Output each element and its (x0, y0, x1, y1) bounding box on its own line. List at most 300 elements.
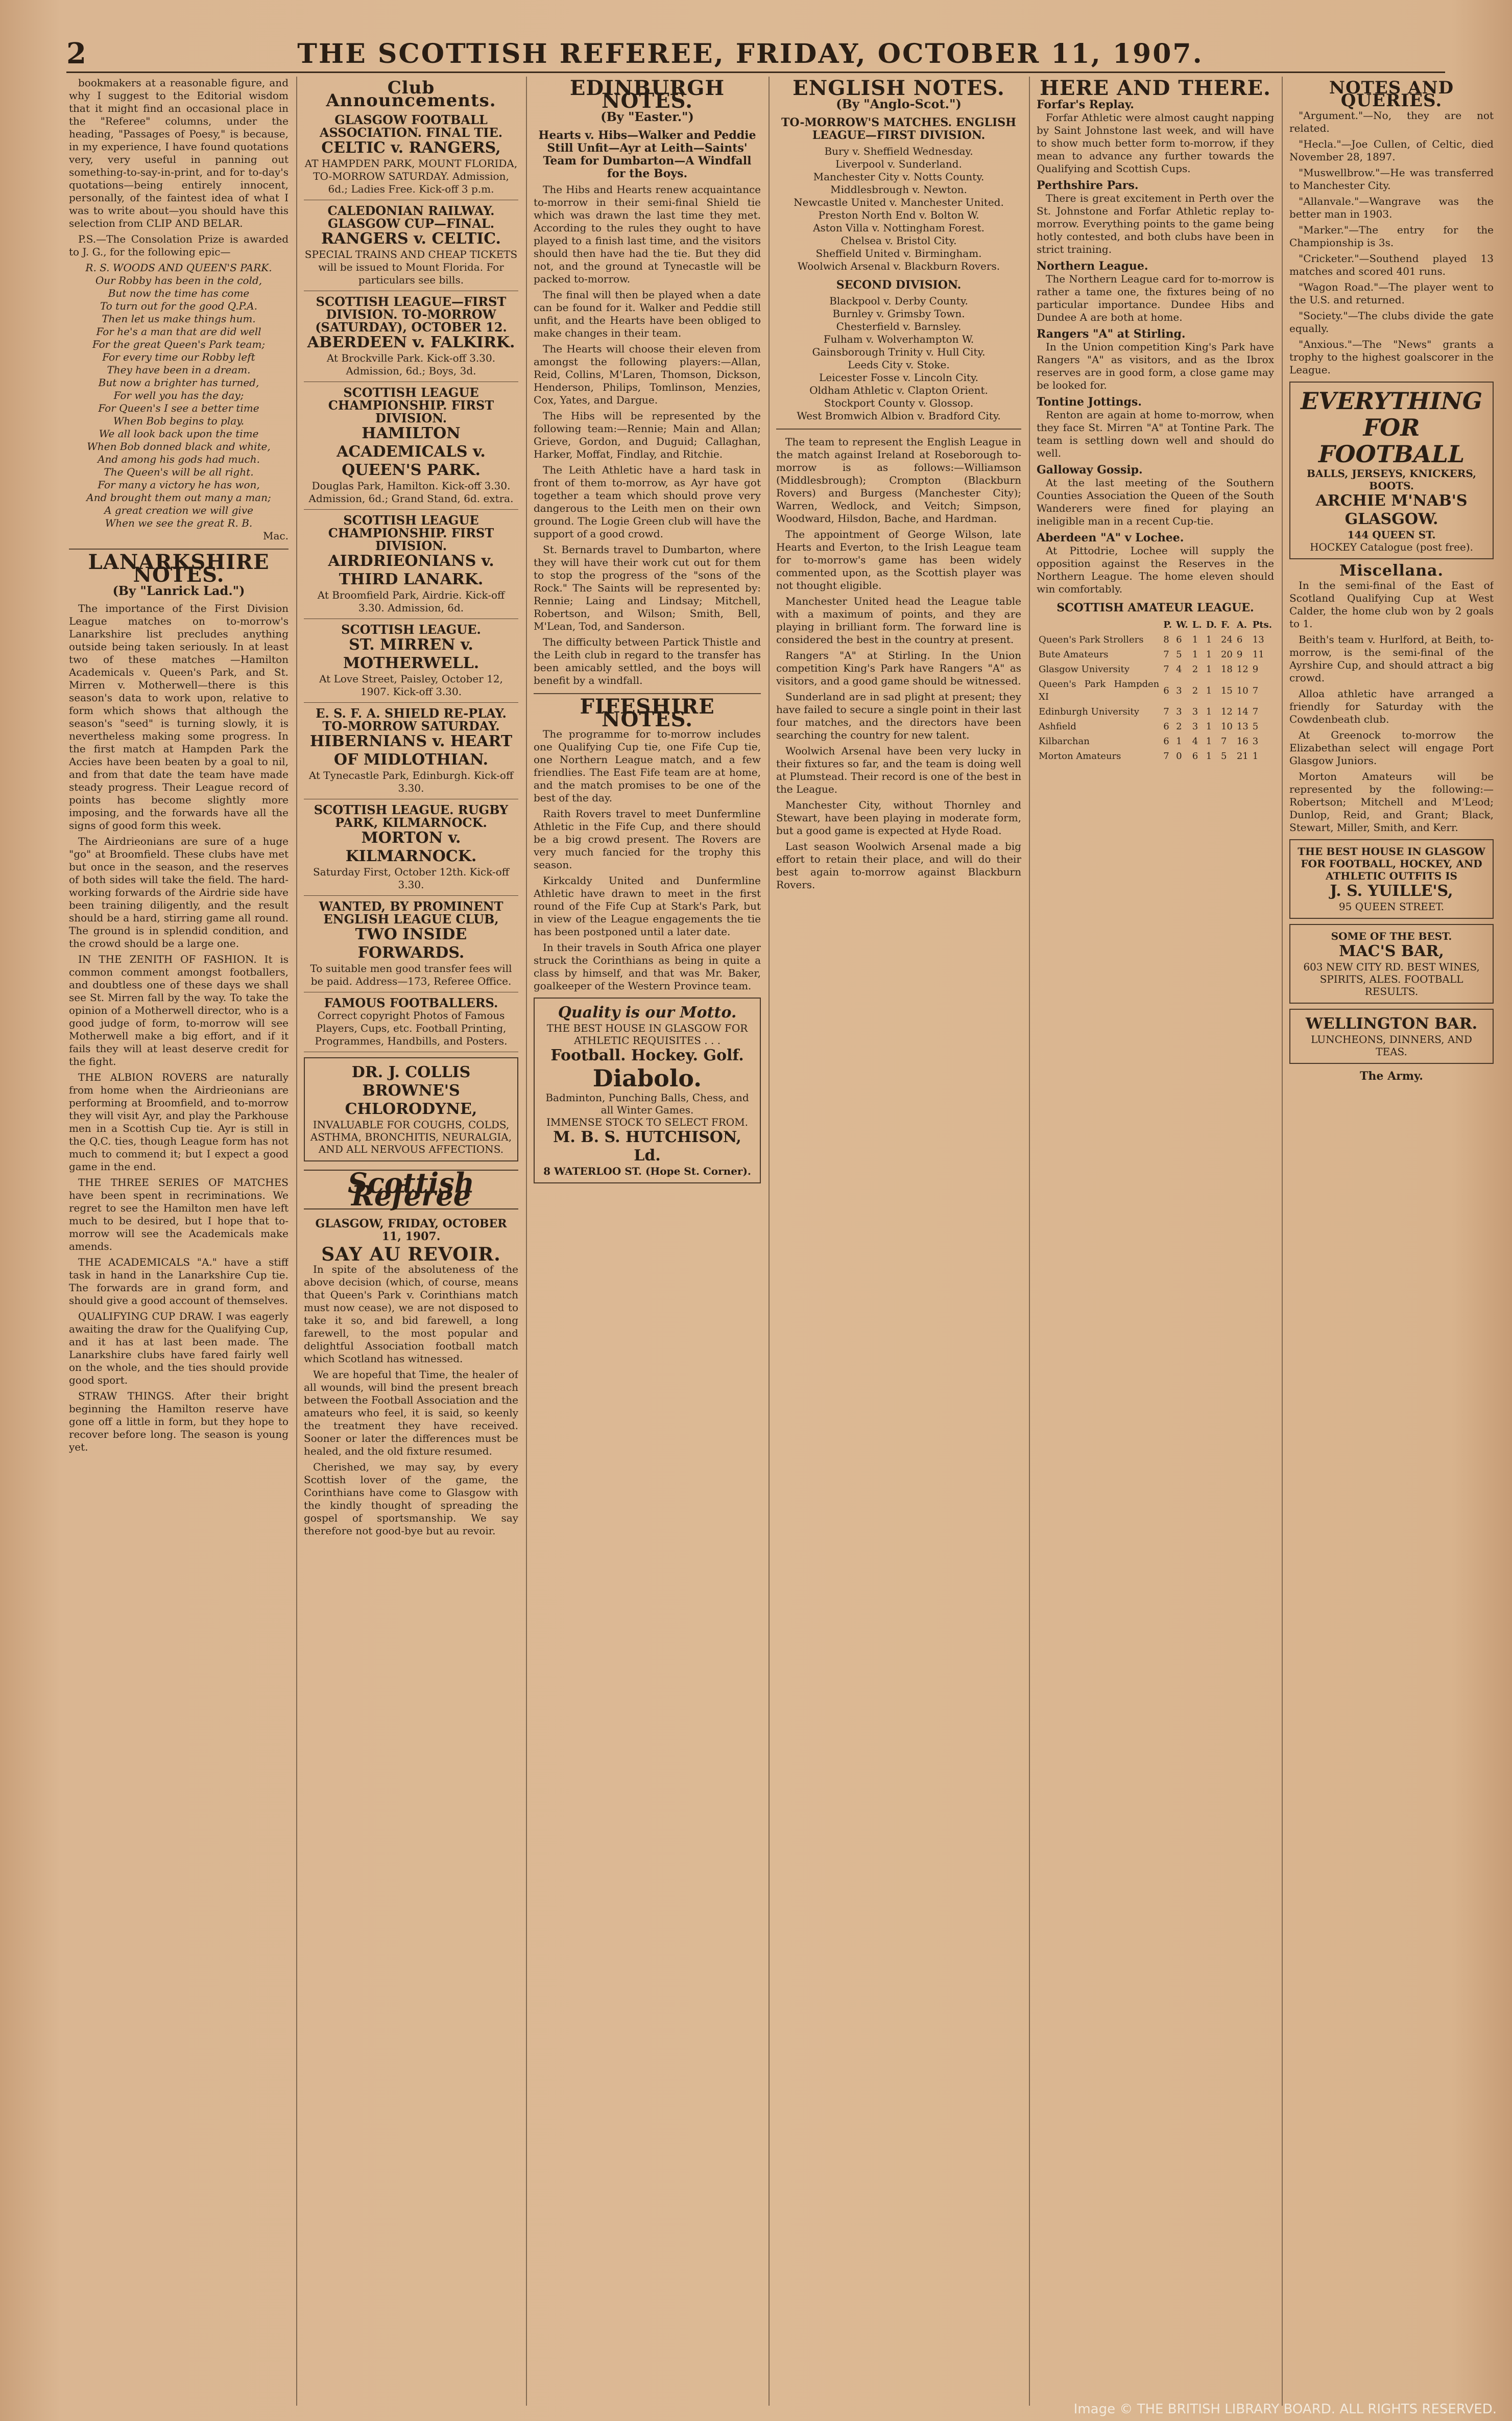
ad-line: BALLS, JERSEYS, KNICKERS, BOOTS. (1306, 467, 1477, 492)
table-cell: 16 (1236, 736, 1249, 747)
table-cell: Queen's Park Hampden XI (1039, 679, 1160, 702)
column-5 (1037, 77, 1274, 2406)
paragraph: Forfar Athletic were almost caught napping by Saint Johnstone last week, and will have to show much better form to-morrow, if they mean to advance any further towards the Qualifying and Scottish Cups. (1037, 111, 1274, 175)
announcement-top: CALEDONIAN RAILWAY. GLASGOW CUP—FINAL. (327, 203, 495, 231)
table-cell: 1 (1192, 649, 1198, 660)
fixture-line: Aston Villa v. Nottingham Forest. (813, 222, 985, 234)
announcement (304, 382, 518, 510)
section-title-english: ENGLISH NOTES. (793, 77, 1005, 100)
announcement-main: MORTON v. KILMARNOCK. (345, 829, 477, 865)
query-list (1289, 109, 1494, 376)
table-cell: 20 (1220, 649, 1233, 660)
paragraph: There is great excitement in Perth over the St. Johnstone and Forfar Athletic replay to-morrow. Everything points to the game being hotly contested, and both clubs have been in strict training. (1037, 192, 1274, 255)
fixture-line: Manchester City v. Notts County. (813, 171, 985, 183)
fixture-line: Sheffield United v. Birmingham. (815, 247, 982, 259)
query-item: "Society."—The clubs divide the gate equally. (1289, 310, 1494, 335)
verse-line: For well you has the day; (113, 389, 244, 401)
table-cell: 11 (1252, 649, 1264, 660)
paragraph: The Northern League card for to-morrow is rather a tame one, the fixtures being of no particular importance. Dundee Hibs and Dundee A are both at home. (1037, 273, 1274, 323)
paragraph: THE ALBION ROVERS are naturally from home when the Airdrieonians are performing at Broomfield, and to-morrow they will visit Ayr, and play the Parkhouse men in a Scottish Cup tie. Ayr is still in the Q.C. ties, though League form has not much to commend it; but I expect a good game in the end. (69, 1071, 289, 1173)
section-title-notes-queries: NOTES AND QUERIES. (1329, 78, 1454, 111)
table-cell: Glasgow University (1039, 664, 1130, 675)
table-cell: 6 (1163, 736, 1169, 747)
column-rule (526, 77, 527, 2406)
league-table-title: SCOTTISH AMATEUR LEAGUE. (1057, 601, 1254, 614)
paragraph: The Airdrieonians are sure of a huge "go" at Broomfield. These clubs have met but once in the season, and the reserves of both sides will take the field. The hard-working forwards of the Airdrie side have been training diligently, and the result should be a hard, stirring game all round. The ground is in splendid condition, and the crowd should be a large one. (69, 835, 289, 950)
table-cell: 1 (1206, 634, 1212, 645)
fixture-line: Gainsborough Trinity v. Hull City. (812, 346, 986, 358)
paragraph: Kirkcaldy United and Dunfermline Athletic have drawn to meet in the first round of the Fife Cup at Stark's Park, but in view of the League engagements the tie has been postponed until a later date. (534, 874, 761, 938)
paragraph: Rangers "A" at Stirling. In the Union competition King's Park have Rangers "A" as visitors, and a good game should be witnessed. (776, 649, 1021, 687)
table-row (1037, 719, 1274, 734)
section-title-army: The Army. (1360, 1070, 1423, 1083)
article-body (534, 728, 761, 992)
table-cell: 6 (1163, 685, 1169, 696)
table-cell: 10 (1236, 685, 1249, 696)
table-row (1037, 734, 1274, 749)
paragraph: Morton Amateurs will be represented by the following:—Robertson; Mitchell and M'Leod; Dunlop, Reid, and Grant; Black, Stewart, Miller, Smith, and Kerr. (1289, 770, 1494, 834)
item-heading: Tontine Jottings. (1037, 395, 1142, 409)
section-title-edinburgh: EDINBURGH NOTES. (569, 77, 725, 113)
announcement-top: GLASGOW FOOTBALL ASSOCIATION. FINAL TIE. (319, 112, 503, 140)
section-title-announcements: Club Announcements. (326, 78, 496, 111)
table-cell: Kilbarchan (1039, 736, 1090, 747)
paragraph: THE THREE SERIES OF MATCHES have been spent in recriminations. We regret to see the Hamilton men have left much to be desired, but I hope that to-morrow will see the Academicals make amends. (69, 1176, 289, 1252)
table-header-cell: A. (1236, 620, 1247, 630)
article-body (776, 436, 1021, 891)
table-cell: Queen's Park Strollers (1039, 634, 1144, 645)
verse-line: We all look back upon the time (99, 428, 259, 440)
item-list (1037, 99, 1274, 596)
fixture-line: Stockport County v. Glossop. (824, 397, 974, 409)
paragraph: At the last meeting of the Southern Counties Association the Queen of the South Wanderers were fined for playing an ineligible man in a recent Cup-tie. (1037, 477, 1274, 527)
table-cell: 1 (1192, 634, 1198, 645)
byline: (By "Easter.") (601, 109, 694, 124)
table-cell: 5 (1252, 721, 1259, 732)
ps-note: P.S.—The Consolation Prize is awarded to J. G., for the following epic— (69, 233, 289, 258)
table-header-cell (1037, 618, 1161, 632)
table-row (1037, 647, 1274, 662)
paragraph: Beith's team v. Hurlford, at Beith, to-morrow, is the semi-final of the Ayrshire Cup, and should attract a big crowd. (1289, 633, 1494, 684)
announcement (304, 291, 518, 382)
table-cell: 1 (1206, 706, 1212, 717)
verse-signature: Mac. (263, 530, 289, 542)
fixture-line: Chesterfield v. Barnsley. (836, 320, 962, 333)
column-2 (304, 77, 518, 2406)
table-cell: 1 (1176, 736, 1182, 747)
ad-body: LUNCHEONS, DINNERS, AND TEAS. (1311, 1033, 1472, 1058)
table-cell: 6 (1192, 751, 1198, 762)
league-table (1037, 618, 1274, 764)
table-cell: 3 (1252, 736, 1259, 747)
query-item: "Hecla."—Joe Cullen, of Celtic, died November 28, 1897. (1289, 138, 1494, 163)
wellington-bar-ad (1289, 1009, 1494, 1064)
item-heading: Perthshire Pars. (1037, 179, 1139, 192)
announcement-main: RANGERS v. CELTIC. (321, 230, 501, 248)
ad-headline: EVERYTHING FOR FOOTBALL (1300, 387, 1482, 468)
announcement-main: AIRDRIEONIANS v. THIRD LANARK. (328, 552, 494, 588)
mnab-ad (1289, 382, 1494, 559)
ad-line: IMMENSE STOCK TO SELECT FROM. (546, 1116, 749, 1128)
table-cell: 2 (1192, 685, 1198, 696)
ad-firm: MAC'S BAR, (1339, 942, 1444, 960)
ad-line: Diabolo. (592, 1064, 702, 1092)
paragraph: Alloa athletic have arranged a friendly for Saturday with the Cowdenbeath club. (1289, 687, 1494, 725)
paragraph: Cherished, we may say, by every Scottish lover of the game, the Corinthians have come to Glasgow with the kindly thought of spreading the gospel of sportsmanship. We say therefore not good-bye but au revoir. (304, 1461, 518, 1537)
fixture-line: Leicester Fosse v. Lincoln City. (819, 371, 978, 384)
paragraph: The Hibs will be represented by the following team:—Rennie; Main and Allan; Grieve, Gordon, and Duguid; Callaghan, Harker, Moffat, Findlay, and Ritchie. (534, 410, 761, 460)
fixture-line: Liverpool v. Sunderland. (835, 158, 962, 170)
table-cell: 1 (1252, 751, 1259, 762)
table-cell: 1 (1206, 685, 1212, 696)
paragraph: Last season Woolwich Arsenal made a big effort to retain their place, and will do their best again to-morrow against Blackburn Rovers. (776, 840, 1021, 891)
table-cell: 14 (1236, 706, 1249, 717)
table-row (1037, 749, 1274, 764)
table-cell: 12 (1236, 664, 1249, 675)
table-cell: 1 (1206, 664, 1212, 675)
paragraph: The team to represent the English League in the match against Ireland at Roseborough to-morrow is as follows:—Williamson (Middlesbrough); Crompton (Blackburn Rovers) and Burgess (Manchester City); Warren, Wedlock, and Veitch; Simpson, Woodward, Hilsdon, Bache, and Hardman. (776, 436, 1021, 525)
article-deck: Hearts v. Hibs—Walker and Peddie Still Unfit—Ayr at Leith—Saints' Team for Dumbarton—A Windfall for the Boys. (538, 129, 756, 180)
paragraph: Renton are again at home to-morrow, when they face St. Mirren "A" at Tontine Park. The team is settling down well and should do well. (1037, 409, 1274, 459)
hutchison-ad (534, 998, 761, 1183)
announcement (304, 703, 518, 799)
table-cell: 21 (1236, 751, 1249, 762)
byline: (By "Anglo-Scot.") (836, 97, 962, 111)
query-item: "Wagon Road."—The player went to the U.S. and returned. (1289, 281, 1494, 306)
paragraph: The difficulty between Partick Thistle and the Leith club in regard to the transfer has been amicably settled, and the boys will benefit by a windfall. (534, 636, 761, 686)
verse-line: R. S. WOODS AND QUEEN'S PARK. (85, 262, 272, 274)
table-cell: 7 (1252, 706, 1259, 717)
ad-line: HOCKEY Catalogue (post free). (1310, 541, 1473, 553)
query-item: "Argument."—No, they are not related. (1289, 109, 1494, 134)
verse-line: When we see the great R. B. (105, 517, 253, 529)
ad-line: Badminton, Punching Balls, Chess, and all Winter Games. (545, 1091, 749, 1116)
fixture-line: Chelsea v. Bristol City. (841, 234, 957, 247)
announcement-list (304, 109, 518, 1052)
table-cell: 1 (1206, 751, 1212, 762)
misc-list (1289, 579, 1494, 834)
ad-firm: M. B. S. HUTCHISON, Ld. (553, 1128, 741, 1165)
announcement (304, 109, 518, 200)
announcement-main: ST. MIRREN v. MOTHERWELL. (343, 636, 479, 672)
fixture-list (776, 295, 1021, 422)
table-cell: 3 (1176, 685, 1182, 696)
newspaper-title: THE SCOTTISH REFEREE, FRIDAY, OCTOBER 11, 1907. (297, 38, 1204, 69)
table-cell: 7 (1163, 664, 1169, 675)
section-title-miscellana: Miscellana. (1339, 562, 1444, 580)
verse-intro: bookmakers at a reasonable figure, and why I suggest to the Editorial wisdom that it might find an occasional place in the "Referee" columns, under the heading, "Passages of Poesy," is because, in my experience, I have found quotations very, very useful in panning out something-to-say-in-print, and for to-day's quotations—being entirely innocent, personally, of the faintest idea of what I was to write about—you should have this selection from CLIP AND BELAR. (69, 77, 289, 229)
fixture-line: Blackpool v. Derby County. (829, 295, 968, 307)
fixture-line: Newcastle United v. Manchester United. (794, 196, 1004, 208)
table-cell: 7 (1163, 706, 1169, 717)
announcement-top: E. S. F. A. SHIELD RE-PLAY. TO-MORROW SATURDAY. (316, 706, 507, 733)
macs-bar-ad (1289, 924, 1494, 1004)
ad-body: INVALUABLE FOR COUGHS, COLDS, ASTHMA, BRONCHITIS, NEURALGIA, AND ALL NERVOUS AFFECTIONS. (310, 1119, 512, 1155)
table-cell: 9 (1252, 664, 1259, 675)
table-cell: 1 (1206, 721, 1212, 732)
table-cell: 1 (1206, 736, 1212, 747)
fixture-list (776, 145, 1021, 273)
verse-line: For every time our Robby left (102, 351, 255, 363)
table-cell: 7 (1252, 685, 1259, 696)
table-header-cell: Pts. (1252, 620, 1272, 630)
announcement-top: SCOTTISH LEAGUE. RUGBY PARK, KILMARNOCK. (314, 802, 509, 830)
verse-line: To turn out for the good Q.P.A. (100, 300, 258, 312)
table-row (1037, 677, 1274, 704)
verse-line: When Bob begins to play. (113, 415, 245, 427)
fixtures-heading: SECOND DIVISION. (836, 278, 962, 292)
table-cell: Morton Amateurs (1039, 751, 1121, 762)
editorial-title: SAY AU REVOIR. (321, 1244, 501, 1265)
ad-motto: Quality is our Motto. (558, 1004, 737, 1022)
table-cell: 8 (1163, 634, 1169, 645)
verse-line: A great creation we will give (104, 504, 253, 516)
verse-line: Then let us make things hum. (102, 313, 256, 325)
ad-title: DR. J. COLLIS BROWNE'S CHLORODYNE, (345, 1063, 477, 1118)
table-cell: 4 (1192, 736, 1198, 747)
table-header-cell: F. (1220, 620, 1230, 630)
fixture-line: Woolwich Arsenal v. Blackburn Rovers. (797, 260, 1000, 272)
article-body (534, 183, 761, 687)
verse-line: The Queen's will be all right. (104, 466, 254, 478)
ad-firm: WELLINGTON BAR. (1305, 1015, 1478, 1033)
column-4 (776, 77, 1021, 2406)
announcement-main: ABERDEEN v. FALKIRK. (307, 334, 515, 351)
table-cell: 7 (1163, 751, 1169, 762)
section-title-lanarkshire: LANARKSHIRE NOTES. (88, 550, 270, 587)
announcement-main: TWO INSIDE FORWARDS. (355, 925, 467, 962)
announcement-body: At Brockville Park. Kick-off 3.30. Admission, 6d.; Boys, 3d. (326, 352, 496, 377)
announcement (304, 200, 518, 291)
table-cell: 12 (1220, 706, 1233, 717)
item-heading: Galloway Gossip. (1037, 463, 1143, 477)
ad-body: 603 NEW CITY RD. BEST WINES, SPIRITS, ALES. FOOTBALL RESULTS. (1303, 961, 1480, 998)
table-cell: 6 (1163, 721, 1169, 732)
paragraph: The programme for to-morrow includes one Qualifying Cup tie, one Fife Cup tie, one Northern League match, and a few friendlies. The East Fife team are at home, and the match promises to be one of the best of the day. (534, 728, 761, 804)
announcement-main: HIBERNIANS v. HEART OF MIDLOTHIAN. (309, 732, 513, 769)
paragraph: Manchester United head the League table with a maximum of points, and they are playing in brilliant form. The forward line is considered the best in the country at present. (776, 595, 1021, 646)
column-6 (1289, 77, 1494, 2406)
column-rule (769, 77, 770, 2406)
fixture-line: West Bromwich Albion v. Bradford City. (797, 410, 1001, 422)
verse-line: For Queen's I see a better time (98, 402, 259, 414)
table-header-cell: L. (1192, 620, 1202, 630)
paragraph: THE ACADEMICALS "A." have a stiff task in hand in the Lanarkshire Cup tie. The forwards are in grand form, and should give a good account of themselves. (69, 1256, 289, 1307)
table-header-cell: W. (1176, 620, 1188, 630)
verse-line: But now a brighter has turned, (98, 376, 259, 389)
ad-address: 95 QUEEN STREET. (1338, 900, 1445, 913)
paragraph: Woolwich Arsenal have been very lucky in their fixtures so far, and the team is doing well at Plumstead. Their record is one of the best in the League. (776, 745, 1021, 795)
column-rule (1282, 77, 1283, 2406)
paragraph: QUALIFYING CUP DRAW. I was eagerly awaiting the draw for the Qualifying Cup, and it has at last been made. The Lanarkshire clubs have fared fairly well on the whole, and the ties should provide good sport. (69, 1310, 289, 1386)
fixture-line: Fulham v. Wolverhampton W. (823, 333, 974, 345)
column-rule (1029, 77, 1030, 2406)
announcement-body: Douglas Park, Hamilton. Kick-off 3.30. Admission, 6d.; Grand Stand, 6d. extra. (308, 480, 514, 505)
paragraph: In the Union competition King's Park have Rangers "A" as visitors, and as the Ibrox reserves are in good form, a close game may be looked for. (1037, 341, 1274, 391)
paragraph: We are hopeful that Time, the healer of all wounds, will bind the present breach between the Football Association and the amateurs who feel, it is said, so keenly the treatment they have received. Sooner or later the differences must be healed, and the old fixture resumed. (304, 1368, 518, 1457)
query-item: "Anxious."—The "News" grants a trophy to the highest goalscorer in the League. (1289, 338, 1494, 376)
table-cell: 10 (1220, 721, 1233, 732)
verse-line: And brought them out many a man; (86, 491, 271, 504)
query-item: "Allanvale."—Wangrave was the better man in 1903. (1289, 195, 1494, 220)
table-cell: 1 (1206, 649, 1212, 660)
table-cell: 6 (1236, 634, 1243, 645)
table-cell: 3 (1192, 721, 1198, 732)
paragraph: Raith Rovers travel to meet Dunfermline Athletic in the Fife Cup, and there should be a big crowd present. The Rovers are very much fancied for the trophy this season. (534, 808, 761, 871)
paragraph: The final will then be played when a date can be found for it. Walker and Peddie still unfit, and the Hearts have been obliged to make changes in their team. (534, 289, 761, 339)
table-cell: 13 (1236, 721, 1249, 732)
table-cell: 2 (1176, 721, 1182, 732)
announcement-main: HAMILTON ACADEMICALS v. QUEEN'S PARK. (337, 424, 486, 479)
table-cell: 13 (1252, 634, 1264, 645)
announcement-body: SPECIAL TRAINS AND CHEAP TICKETS will be issued to Mount Florida. For particulars see bills. (304, 248, 518, 286)
table-cell: 7 (1163, 649, 1169, 660)
table-cell: Edinburgh University (1039, 706, 1139, 717)
paragraph: The importance of the First Division League matches on to-morrow's Lanarkshire list precludes anything outside being taken seriously. In at least two of these matches —Hamilton Academicals v. Queen's Park, and St. Mirren v. Motherwell—there is this season's data to work upon, relative to form which shows that although the season's "seed" is turning slowly, it is nevertheless making some progress. In the first match at Hampden Park the Accies have been beaten by a goal to nil, and from that date the team have made steady progress. Their League record of points has become slightly more imposing, and the forwards have all the signs of good form this week. (69, 602, 289, 832)
table-cell: 18 (1220, 664, 1233, 675)
table-cell: 9 (1236, 649, 1243, 660)
table-header-cell: D. (1206, 620, 1217, 630)
announcement-body: At Tynecastle Park, Edinburgh. Kick-off 3.30. (308, 769, 514, 794)
paragraph: The Hearts will choose their eleven from amongst the following players:—Allan, Reid, Collins, M'Laren, Thomson, Dickson, Henderson, Philips, Tomlinson, Menzies, Cox, Yates, and Dargue. (534, 343, 761, 406)
nameplate: Scottish Referee (304, 1170, 518, 1209)
paragraph: In their travels in South Africa one player struck the Corinthians as being in quite a class by himself, and that was Mr. Baker, goalkeeper of the Western Province team. (534, 941, 761, 992)
ad-line: Football. Hockey. Golf. (550, 1047, 744, 1064)
masthead (66, 36, 1445, 73)
query-item: "Cricketer."—Southend played 13 matches and scored 401 runs. (1289, 252, 1494, 277)
paragraph: At Pittodrie, Lochee will supply the opposition against the Reserves in the Northern League. The home eleven should win comfortably. (1037, 544, 1274, 595)
editorial-body (304, 1263, 518, 1537)
announcement-top: WANTED, BY PROMINENT ENGLISH LEAGUE CLUB, (319, 899, 503, 927)
announcement (304, 619, 518, 703)
announcement (304, 896, 518, 992)
article-body (69, 602, 289, 1454)
ad-line: THE BEST HOUSE IN GLASGOW FOR ATHLETIC REQUISITES . . . (546, 1022, 748, 1047)
table-cell: Bute Amateurs (1039, 649, 1109, 660)
verse-line: When Bob donned black and white, (87, 440, 271, 453)
table-row (1037, 704, 1274, 719)
paragraph: The appointment of George Wilson, late Hearts and Everton, to the Irish League team for to-morrow's game has been widely commented upon, as the Scottish player was not thought eligible. (776, 528, 1021, 591)
ad-firm: J. S. YUILLE'S, (1330, 882, 1453, 900)
table-body (1037, 632, 1274, 764)
announcement-body: At Love Street, Paisley, October 12, 1907. Kick-off 3.30. (319, 673, 503, 698)
announcement-body: Correct copyright Photos of Famous Players, Cups, etc. Football Printing, Programmes, Handbills, and Posters. (315, 1009, 508, 1047)
table-cell: 5 (1220, 751, 1227, 762)
section-title-fifeshire: FIFESHIRE NOTES. (580, 695, 715, 731)
announcement-body: To suitable men good transfer fees will be paid. Address—173, Referee Office. (310, 962, 512, 987)
table-header-row (1037, 618, 1274, 632)
column-rule (296, 77, 297, 2406)
fixture-line: Preston North End v. Bolton W. (818, 209, 979, 221)
ad-line: THE BEST HOUSE IN GLASGOW FOR FOOTBALL, HOCKEY, AND ATHLETIC OUTFITS IS (1298, 845, 1485, 882)
verse-block (69, 262, 289, 530)
byline: (By "Lanrick Lad.") (112, 583, 245, 598)
verse-line: They have been in a dream. (107, 364, 251, 376)
announcement-top: SCOTTISH LEAGUE CHAMPIONSHIP. FIRST DIVISION. (328, 385, 494, 425)
fixture-line: Oldham Athletic v. Clapton Orient. (809, 384, 988, 396)
table-cell: 2 (1192, 664, 1198, 675)
fixture-line: Middlesbrough v. Newton. (830, 183, 967, 196)
fixture-line: Burnley v. Grimsby Town. (832, 307, 965, 320)
paragraph: The Hibs and Hearts renew acquaintance to-morrow in their semi-final Shield tie which was drawn the last time they met. According to the rules they ought to have played to a finish last time, and the visitors should then have had the tie. But they did not, and the ground at Tynecastle will be packed to-morrow. (534, 183, 761, 285)
yuille-ad (1289, 839, 1494, 919)
verse-line: For he's a man that are did well (96, 325, 261, 338)
paragraph: In spite of the absoluteness of the above decision (which, of course, means that Queen's Park v. Corinthians match must now cease), we are not disposed to take it so, and bid farewell, a long farewell, to the most popular and delightful Association football match which Scotland has witnessed. (304, 1263, 518, 1365)
announcement-top: SCOTTISH LEAGUE—FIRST DIVISION. TO-MORROW (SATURDAY), OCTOBER 12. (315, 294, 507, 335)
announcement-top: SCOTTISH LEAGUE CHAMPIONSHIP. FIRST DIVISION. (328, 513, 494, 553)
ad-line: SOME OF THE BEST. (1331, 930, 1452, 942)
verse-line: Our Robby has been in the cold, (95, 274, 262, 287)
image-credit: Image © THE BRITISH LIBRARY BOARD. ALL RIGHTS RESERVED. (1073, 2402, 1497, 2417)
column-3 (534, 77, 761, 2406)
query-item: "Muswellbrow."—He was transferred to Manchester City. (1289, 167, 1494, 192)
table-cell: 0 (1176, 751, 1182, 762)
table-header-cell: P. (1163, 620, 1172, 630)
query-item: "Marker."—The entry for the Championship is 3s. (1289, 224, 1494, 249)
table-cell: 24 (1220, 634, 1233, 645)
ad-firm: ARCHIE M'NAB'S (1315, 492, 1468, 510)
paragraph: The Leith Athletic have a hard task in front of them to-morrow, as Ayr have got together a team which should prove very dangerous to the Leith men on their own ground. The Logie Green club will have the support of a good crowd. (534, 464, 761, 540)
chlorodyne-ad (304, 1057, 518, 1161)
announcement-body: Saturday First, October 12th. Kick-off 3.30. (313, 866, 509, 891)
verse-line: For many a victory he has won, (98, 479, 260, 491)
paragraph: STRAW THINGS. After their bright beginning the Hamilton reserve have gone off a little in form, but they hope to recover before long. The season is young yet. (69, 1390, 289, 1453)
table-cell: 4 (1176, 664, 1182, 675)
dateline: GLASGOW, FRIDAY, OCTOBER 11, 1907. (315, 1217, 507, 1243)
item-heading: Aberdeen "A" v Lochee. (1037, 531, 1184, 544)
table-cell: 15 (1220, 685, 1233, 696)
paragraph: IN THE ZENITH OF FASHION. It is common comment amongst footballers, and doubtless one of these days we shall see St. Mirren fall by the way. To take the opinion of a Motherwell director, who is a good judge of form, to-morrow will see Motherwell make a big effort, and if it fails they will at least deserve credit for the fight. (69, 953, 289, 1067)
table-row (1037, 662, 1274, 677)
paragraph: At Greenock to-morrow the Elizabethan select will engage Port Glasgow Juniors. (1289, 729, 1494, 767)
paragraph: St. Bernards travel to Dumbarton, where they will have their work cut out for them to stop the progress of the "sons of the Rock." The Saints will be represented by: Rennie; Laing and Lindsay; Mitchell, Robertson, and Wilson; Smith, Bell, M'Lean, Tod, and Sanderson. (534, 543, 761, 632)
announcement (304, 799, 518, 896)
item-heading: Northern League. (1037, 259, 1148, 273)
verse-line: But now the time has come (108, 287, 250, 299)
table-cell: 6 (1176, 634, 1182, 645)
fixtures-heading: TO-MORROW'S MATCHES. ENGLISH LEAGUE—FIRST DIVISION. (781, 116, 1016, 142)
verse-line: For the great Queen's Park team; (92, 338, 266, 350)
announcement (304, 510, 518, 619)
fixture-line: Leeds City v. Stoke. (848, 359, 950, 371)
table-cell: 7 (1220, 736, 1227, 747)
ad-city: GLASGOW. (1345, 510, 1438, 528)
announcement-body: At Broomfield Park, Airdrie. Kick-off 3.30. Admission, 6d. (317, 589, 505, 614)
announcement-top: SCOTTISH LEAGUE. (341, 622, 481, 637)
paragraph: Manchester City, without Thornley and Stewart, have been playing in moderate form, but a good game is expected at Hyde Road. (776, 799, 1021, 837)
table-cell: 3 (1176, 706, 1182, 717)
ad-address: 144 QUEEN ST. (1347, 529, 1436, 541)
announcement-main: CELTIC v. RANGERS, (321, 139, 501, 157)
section-title-here-there: HERE AND THERE. (1040, 77, 1271, 100)
item-heading: Forfar's Replay. (1037, 98, 1134, 111)
verse-line: And among his gods had much. (98, 453, 260, 465)
table-cell: 5 (1176, 649, 1182, 660)
announcement-body: AT HAMPDEN PARK, MOUNT FLORIDA, TO-MORROW SATURDAY. Admission, 6d.; Ladies Free. Kick-off 3 p.m. (304, 157, 518, 195)
table-row (1037, 632, 1274, 647)
table-cell: 3 (1192, 706, 1198, 717)
paragraph: In the semi-final of the East of Scotland Qualifying Cup at West Calder, the home club won by 2 goals to 1. (1289, 579, 1494, 630)
ad-address: 8 WATERLOO ST. (Hope St. Corner). (543, 1165, 751, 1177)
column-1 (69, 77, 289, 2406)
table-cell: Ashfield (1039, 721, 1076, 732)
announcement (304, 992, 518, 1052)
item-heading: Rangers "A" at Stirling. (1037, 327, 1186, 341)
fixture-line: Bury v. Sheffield Wednesday. (824, 145, 973, 157)
announcement-top: FAMOUS FOOTBALLERS. (324, 995, 498, 1010)
paragraph: Sunderland are in sad plight at present; they have failed to secure a single point in their last four matches, and the directors have been searching the country for new talent. (776, 691, 1021, 741)
page-number: 2 (66, 37, 86, 70)
